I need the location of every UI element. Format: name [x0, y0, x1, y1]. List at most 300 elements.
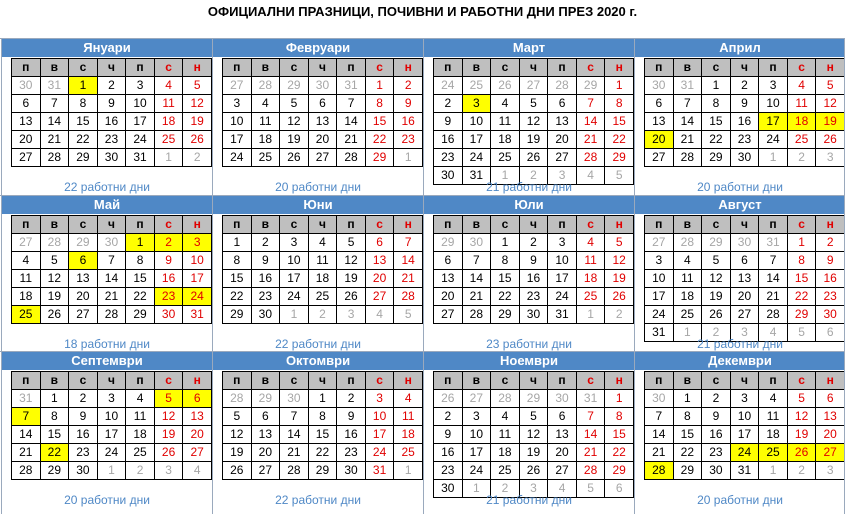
weekday-header: п — [223, 372, 252, 390]
weekend-day: 10 — [183, 252, 212, 270]
weekday-header: в — [251, 59, 280, 77]
weekday-header: с — [702, 372, 731, 390]
day-cell: 26 — [280, 149, 309, 167]
day-cell: 7 — [40, 95, 69, 113]
adjacent-month-day: 5 — [394, 306, 423, 324]
day-cell: 28 — [97, 306, 126, 324]
workdays-count: 20 работни дни — [697, 180, 783, 194]
adjacent-month-day: 1 — [462, 480, 491, 498]
weekend-day: 23 — [394, 131, 423, 149]
workdays-count: 21 работни дни — [486, 180, 572, 194]
day-cell: 3 — [126, 77, 155, 95]
workdays-count: 20 работни дни — [275, 180, 361, 194]
adjacent-month-day: 5 — [605, 167, 634, 185]
workdays-count: 22 работни дни — [275, 337, 361, 351]
day-cell: 16 — [434, 444, 463, 462]
day-cell: 24 — [97, 444, 126, 462]
day-cell: 17 — [730, 426, 759, 444]
day-cell: 7 — [462, 252, 491, 270]
day-cell: 29 — [126, 306, 155, 324]
weekday-header: п — [548, 59, 577, 77]
day-cell: 26 — [519, 149, 548, 167]
day-cell: 29 — [223, 306, 252, 324]
weekday-header: п — [12, 216, 41, 234]
adjacent-month-day: 1 — [154, 149, 183, 167]
weekday-header: с — [576, 372, 605, 390]
day-cell: 3 — [730, 390, 759, 408]
weekday-header: ч — [308, 372, 337, 390]
day-cell: 31 — [730, 462, 759, 480]
weekday-header: ч — [97, 216, 126, 234]
day-cell: 11 — [126, 408, 155, 426]
adjacent-month-day: 4 — [576, 167, 605, 185]
day-cell: 3 — [548, 234, 577, 252]
weekend-day: 9 — [154, 252, 183, 270]
weekday-header: с — [365, 372, 394, 390]
weekday-header: с — [154, 216, 183, 234]
adjacent-month-day: 28 — [251, 77, 280, 95]
day-cell: 13 — [69, 270, 98, 288]
day-cell: 4 — [308, 234, 337, 252]
weekend-day: 29 — [365, 149, 394, 167]
adjacent-month-day: 30 — [548, 390, 577, 408]
weekend-day: 19 — [787, 426, 816, 444]
day-cell: 24 — [462, 149, 491, 167]
day-cell: 5 — [337, 234, 366, 252]
day-cell: 29 — [69, 149, 98, 167]
holiday-day: 5 — [154, 390, 183, 408]
weekday-header: ч — [519, 59, 548, 77]
adjacent-month-day: 31 — [12, 390, 41, 408]
adjacent-month-day: 5 — [787, 324, 816, 342]
day-cell: 28 — [337, 149, 366, 167]
holiday-day: 23 — [154, 288, 183, 306]
day-cell: 9 — [337, 408, 366, 426]
day-cell: 21 — [673, 131, 702, 149]
day-cell: 9 — [434, 113, 463, 131]
weekday-header: п — [126, 372, 155, 390]
day-cell: 1 — [40, 390, 69, 408]
weekend-day: 25 — [576, 288, 605, 306]
day-cell: 17 — [462, 444, 491, 462]
weekday-header: п — [12, 59, 41, 77]
day-cell: 20 — [308, 131, 337, 149]
day-cell: 24 — [759, 131, 788, 149]
weekend-day: 12 — [183, 95, 212, 113]
adjacent-month-day: 27 — [462, 390, 491, 408]
day-cell: 4 — [673, 252, 702, 270]
day-cell: 26 — [223, 462, 252, 480]
day-cell: 7 — [673, 95, 702, 113]
adjacent-month-day: 28 — [548, 77, 577, 95]
day-cell: 5 — [702, 252, 731, 270]
weekend-day: 10 — [365, 408, 394, 426]
weekend-day: 16 — [816, 270, 845, 288]
day-cell: 8 — [223, 252, 252, 270]
day-cell: 22 — [491, 288, 520, 306]
month-calendar — [213, 39, 423, 195]
month-days-table — [644, 215, 845, 342]
holiday-day: 24 — [730, 444, 759, 462]
month-calendar — [213, 196, 423, 352]
day-cell: 13 — [308, 113, 337, 131]
weekday-header: п — [434, 216, 463, 234]
holiday-day: 3 — [462, 95, 491, 113]
weekend-day: 25 — [394, 444, 423, 462]
day-cell: 23 — [337, 444, 366, 462]
weekday-header: н — [394, 216, 423, 234]
day-cell: 15 — [223, 270, 252, 288]
day-cell: 3 — [280, 234, 309, 252]
day-cell: 20 — [730, 288, 759, 306]
day-cell: 29 — [40, 462, 69, 480]
day-cell: 18 — [251, 131, 280, 149]
day-cell: 15 — [40, 426, 69, 444]
day-cell: 8 — [69, 95, 98, 113]
day-cell: 4 — [491, 408, 520, 426]
weekend-day: 11 — [787, 95, 816, 113]
day-cell: 29 — [491, 306, 520, 324]
month-days-table — [433, 371, 634, 498]
adjacent-month-day: 26 — [434, 390, 463, 408]
day-cell: 30 — [434, 480, 463, 498]
day-cell: 13 — [548, 113, 577, 131]
month-calendar — [424, 352, 634, 508]
holiday-day: 19 — [816, 113, 845, 131]
month-calendar — [424, 39, 634, 195]
day-cell: 18 — [491, 444, 520, 462]
adjacent-month-day: 29 — [280, 77, 309, 95]
workdays-count: 22 работни дни — [64, 180, 150, 194]
holiday-day: 20 — [645, 131, 674, 149]
weekend-day: 20 — [816, 426, 845, 444]
day-cell: 19 — [702, 288, 731, 306]
month-name: Януари — [2, 39, 212, 57]
day-cell: 17 — [97, 426, 126, 444]
day-cell: 8 — [308, 408, 337, 426]
day-cell: 7 — [759, 252, 788, 270]
weekday-header: с — [491, 372, 520, 390]
month-days-table — [222, 58, 423, 167]
weekday-header: в — [251, 372, 280, 390]
day-cell: 6 — [434, 252, 463, 270]
month-days-table — [11, 58, 212, 167]
day-cell: 24 — [645, 306, 674, 324]
adjacent-month-day: 1 — [576, 306, 605, 324]
weekday-header: в — [40, 216, 69, 234]
day-cell: 2 — [702, 390, 731, 408]
weekday-header: п — [223, 216, 252, 234]
adjacent-month-day: 29 — [434, 234, 463, 252]
day-cell: 27 — [434, 306, 463, 324]
weekday-header: с — [576, 59, 605, 77]
holiday-day: 1 — [69, 77, 98, 95]
day-cell: 29 — [702, 149, 731, 167]
day-cell: 15 — [69, 113, 98, 131]
day-cell: 19 — [280, 131, 309, 149]
weekend-day: 27 — [365, 288, 394, 306]
day-cell: 27 — [548, 462, 577, 480]
day-cell: 21 — [645, 444, 674, 462]
day-cell: 21 — [337, 131, 366, 149]
month-calendar — [2, 352, 212, 508]
day-cell: 14 — [280, 426, 309, 444]
weekday-header: в — [40, 372, 69, 390]
day-cell: 15 — [126, 270, 155, 288]
day-cell: 8 — [491, 252, 520, 270]
weekday-header: н — [183, 59, 212, 77]
day-cell: 6 — [308, 95, 337, 113]
day-cell: 18 — [491, 131, 520, 149]
column-divider — [212, 38, 213, 514]
weekend-day: 21 — [576, 131, 605, 149]
weekend-day: 25 — [787, 131, 816, 149]
weekend-day: 4 — [394, 390, 423, 408]
holiday-day: 17 — [759, 113, 788, 131]
day-cell: 24 — [126, 131, 155, 149]
column-divider — [423, 38, 424, 514]
weekend-day: 21 — [394, 270, 423, 288]
weekday-header: п — [645, 372, 674, 390]
adjacent-month-day: 3 — [519, 480, 548, 498]
adjacent-month-day: 3 — [816, 149, 845, 167]
day-cell: 15 — [702, 113, 731, 131]
day-cell: 19 — [223, 444, 252, 462]
weekday-header: в — [673, 372, 702, 390]
day-cell: 29 — [673, 462, 702, 480]
day-cell: 28 — [462, 306, 491, 324]
day-cell: 11 — [12, 270, 41, 288]
day-cell: 19 — [337, 270, 366, 288]
day-cell: 16 — [337, 426, 366, 444]
day-cell: 12 — [337, 252, 366, 270]
adjacent-month-day: 1 — [394, 462, 423, 480]
day-cell: 24 — [223, 149, 252, 167]
holiday-day: 2 — [154, 234, 183, 252]
weekday-header: с — [365, 216, 394, 234]
weekday-header: п — [759, 216, 788, 234]
adjacent-month-day: 3 — [816, 462, 845, 480]
adjacent-month-day: 2 — [787, 462, 816, 480]
weekday-header: с — [702, 59, 731, 77]
workdays-count: 23 работни дни — [486, 337, 572, 351]
weekday-header: ч — [730, 216, 759, 234]
row-divider — [0, 38, 845, 39]
day-cell: 1 — [223, 234, 252, 252]
weekday-header: с — [69, 59, 98, 77]
day-cell: 5 — [223, 408, 252, 426]
day-cell: 14 — [40, 113, 69, 131]
day-cell: 9 — [97, 95, 126, 113]
day-cell: 26 — [519, 462, 548, 480]
day-cell: 27 — [251, 462, 280, 480]
day-cell: 16 — [730, 113, 759, 131]
day-cell: 1 — [673, 390, 702, 408]
month-calendar — [635, 196, 845, 352]
weekday-header: с — [787, 59, 816, 77]
day-cell: 2 — [730, 77, 759, 95]
weekend-day: 4 — [787, 77, 816, 95]
day-cell: 17 — [548, 270, 577, 288]
day-cell: 13 — [730, 270, 759, 288]
day-cell: 6 — [730, 252, 759, 270]
weekend-day: 30 — [154, 306, 183, 324]
weekend-day: 14 — [576, 426, 605, 444]
weekend-day: 14 — [394, 252, 423, 270]
weekend-day: 15 — [787, 270, 816, 288]
weekday-header: ч — [519, 372, 548, 390]
row-divider — [0, 195, 845, 196]
day-cell: 30 — [519, 306, 548, 324]
weekday-header: с — [280, 372, 309, 390]
weekend-day: 26 — [183, 131, 212, 149]
weekend-day: 1 — [605, 390, 634, 408]
month-calendar — [635, 39, 845, 195]
day-cell: 15 — [308, 426, 337, 444]
weekday-header: с — [365, 59, 394, 77]
day-cell: 14 — [759, 270, 788, 288]
adjacent-month-day: 25 — [462, 77, 491, 95]
day-cell: 14 — [12, 426, 41, 444]
month-name: Май — [2, 196, 212, 214]
workdays-count: 18 работни дни — [64, 337, 150, 351]
day-cell: 16 — [97, 113, 126, 131]
day-cell: 16 — [69, 426, 98, 444]
adjacent-month-day: 4 — [548, 480, 577, 498]
day-cell: 10 — [462, 426, 491, 444]
weekend-day: 9 — [394, 95, 423, 113]
day-cell: 22 — [702, 131, 731, 149]
day-cell: 2 — [97, 77, 126, 95]
day-cell: 10 — [759, 95, 788, 113]
day-cell: 13 — [434, 270, 463, 288]
weekend-day: 12 — [605, 252, 634, 270]
adjacent-month-day: 3 — [548, 167, 577, 185]
weekend-day: 4 — [576, 234, 605, 252]
workdays-count: 21 работни дни — [486, 493, 572, 507]
day-cell: 1 — [308, 390, 337, 408]
weekend-day: 14 — [576, 113, 605, 131]
day-cell: 24 — [280, 288, 309, 306]
day-cell: 12 — [223, 426, 252, 444]
weekend-day: 8 — [365, 95, 394, 113]
month-name: Април — [635, 39, 845, 57]
weekday-header: ч — [97, 59, 126, 77]
adjacent-month-day: 1 — [759, 462, 788, 480]
day-cell: 26 — [337, 288, 366, 306]
day-cell: 10 — [223, 113, 252, 131]
weekend-day: 22 — [787, 288, 816, 306]
weekday-header: в — [462, 59, 491, 77]
weekend-day: 3 — [365, 390, 394, 408]
day-cell: 23 — [434, 462, 463, 480]
adjacent-month-day: 2 — [702, 324, 731, 342]
holiday-day: 25 — [12, 306, 41, 324]
weekend-day: 16 — [394, 113, 423, 131]
adjacent-month-day: 2 — [605, 306, 634, 324]
day-cell: 28 — [12, 462, 41, 480]
day-cell: 7 — [337, 95, 366, 113]
weekday-header: п — [434, 372, 463, 390]
day-cell: 3 — [645, 252, 674, 270]
weekday-header: с — [576, 216, 605, 234]
holiday-day: 18 — [787, 113, 816, 131]
adjacent-month-day: 3 — [337, 306, 366, 324]
weekday-header: в — [673, 59, 702, 77]
day-cell: 9 — [730, 95, 759, 113]
adjacent-month-day: 29 — [251, 390, 280, 408]
weekday-header: п — [548, 372, 577, 390]
holiday-day: 6 — [183, 390, 212, 408]
month-name: Март — [424, 39, 634, 57]
day-cell: 18 — [759, 426, 788, 444]
holiday-day: 22 — [40, 444, 69, 462]
weekday-header: н — [394, 59, 423, 77]
day-cell: 6 — [548, 95, 577, 113]
day-cell: 16 — [702, 426, 731, 444]
weekend-day: 22 — [605, 131, 634, 149]
day-cell: 10 — [126, 95, 155, 113]
weekend-day: 1 — [605, 77, 634, 95]
adjacent-month-day: 28 — [40, 234, 69, 252]
weekend-day: 12 — [816, 95, 845, 113]
day-cell: 27 — [730, 306, 759, 324]
day-cell: 1 — [491, 234, 520, 252]
day-cell: 17 — [645, 288, 674, 306]
weekend-day: 1 — [365, 77, 394, 95]
weekend-day: 5 — [787, 390, 816, 408]
weekend-day: 29 — [605, 462, 634, 480]
adjacent-month-day: 28 — [223, 390, 252, 408]
adjacent-month-day: 1 — [97, 462, 126, 480]
day-cell: 5 — [519, 408, 548, 426]
day-cell: 22 — [223, 288, 252, 306]
weekend-day: 22 — [365, 131, 394, 149]
day-cell: 14 — [97, 270, 126, 288]
adjacent-month-day: 1 — [394, 149, 423, 167]
weekend-day: 30 — [816, 306, 845, 324]
weekday-header: н — [816, 216, 845, 234]
adjacent-month-day: 30 — [280, 390, 309, 408]
weekday-header: с — [69, 216, 98, 234]
day-cell: 11 — [491, 113, 520, 131]
day-cell: 27 — [308, 149, 337, 167]
weekend-day: 8 — [787, 252, 816, 270]
weekend-day: 11 — [394, 408, 423, 426]
weekend-day: 31 — [365, 462, 394, 480]
weekday-header: п — [337, 216, 366, 234]
day-cell: 25 — [673, 306, 702, 324]
day-cell: 12 — [702, 270, 731, 288]
day-cell: 27 — [69, 306, 98, 324]
adjacent-month-day: 29 — [576, 77, 605, 95]
adjacent-month-day: 28 — [491, 390, 520, 408]
weekend-day: 7 — [394, 234, 423, 252]
day-cell: 27 — [548, 149, 577, 167]
day-cell: 30 — [337, 462, 366, 480]
day-cell: 5 — [519, 95, 548, 113]
day-cell: 4 — [12, 252, 41, 270]
day-cell: 16 — [519, 270, 548, 288]
day-cell: 2 — [434, 95, 463, 113]
day-cell: 2 — [434, 408, 463, 426]
adjacent-month-day: 2 — [491, 480, 520, 498]
workdays-count: 20 работни дни — [64, 493, 150, 507]
day-cell: 17 — [462, 131, 491, 149]
weekend-day: 11 — [576, 252, 605, 270]
day-cell: 19 — [40, 288, 69, 306]
month-calendar — [635, 352, 845, 508]
